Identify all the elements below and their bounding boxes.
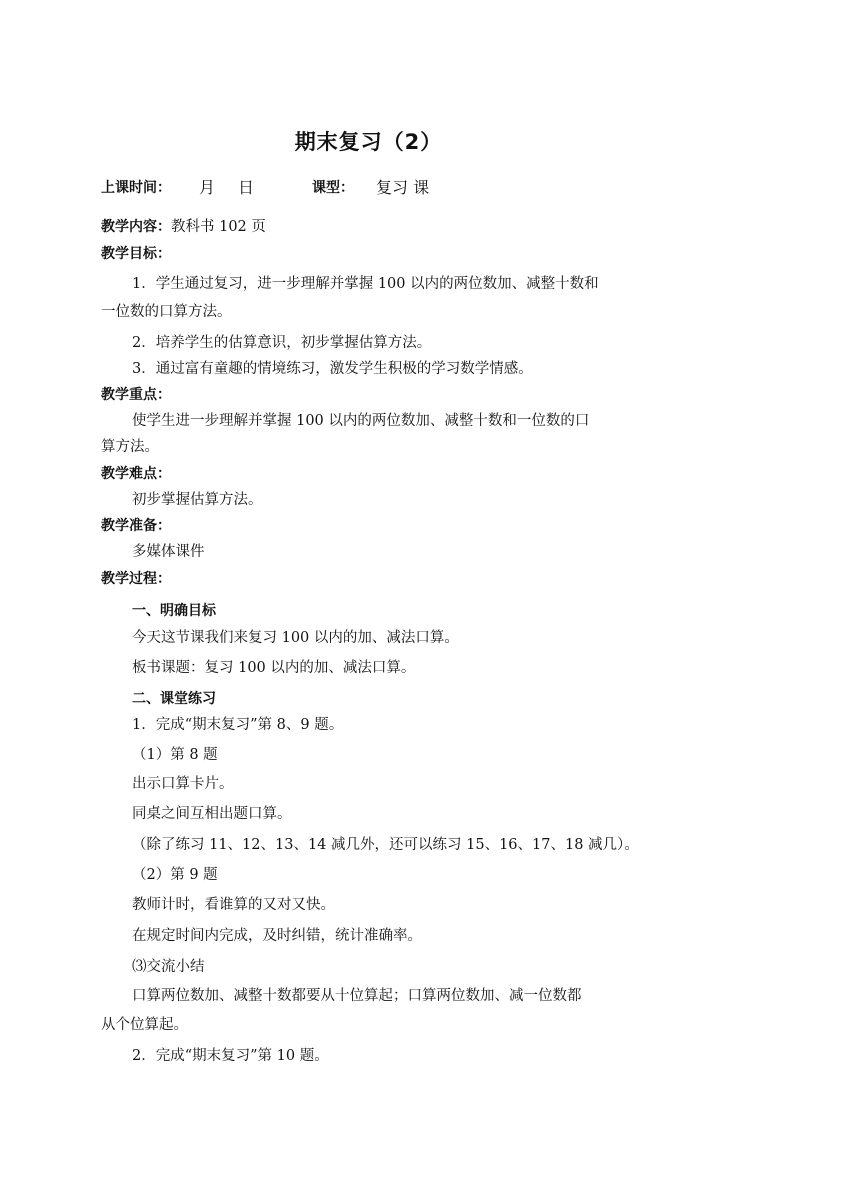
goal-item-1-line-2: 一位数的口算方法。 — [101, 304, 232, 320]
section-2-line-11: 从个位算起。 — [101, 1017, 188, 1033]
section-2-line-12: 2．完成“期末复习”第 10 题。 — [132, 1048, 329, 1064]
section-2-line-9: ⑶交流小结 — [132, 959, 205, 975]
difficulties-heading: 教学难点： — [101, 466, 171, 482]
goals-heading: 教学目标： — [101, 246, 171, 262]
day-label: 日 — [238, 178, 255, 197]
goal-item-1-line-1: 1．学生通过复习，进一步理解并掌握 100 以内的两位数加、减整十数和 — [132, 276, 599, 292]
section-2-line-4: 同桌之间互相出题口算。 — [132, 806, 292, 822]
preparation-heading: 教学准备： — [101, 518, 171, 534]
section-1-line-1: 今天这节课我们来复习 100 以内的加、减法口算。 — [132, 630, 459, 646]
section-2-heading: 二、课堂练习 — [132, 691, 216, 707]
class-time-label: 上课时间： — [101, 180, 171, 196]
teaching-content-value: 教科书 102 页 — [171, 219, 266, 235]
class-type-label: 课型： — [312, 180, 354, 196]
section-2-line-8: 在规定时间内完成，及时纠错，统计准确率。 — [132, 928, 422, 944]
teaching-content-label: 教学内容： — [101, 219, 171, 235]
page-title: 期末复习（2） — [294, 130, 443, 154]
section-2-line-5: （除了练习 11、12、13、14 减几外，还可以练习 15、16、17、18 减几）。 — [132, 837, 639, 853]
difficulties-text: 初步掌握估算方法。 — [132, 492, 263, 508]
class-meta-row — [101, 178, 641, 198]
teaching-content — [101, 217, 266, 237]
key-points-heading: 教学重点： — [101, 387, 171, 403]
key-points-line-1: 使学生进一步理解并掌握 100 以内的两位数加、减整十数和一位数的口 — [132, 413, 590, 429]
class-type-value: 复习 课 — [376, 178, 430, 197]
section-2-line-6: （2）第 9 题 — [132, 867, 218, 883]
goal-item-2: 2．培养学生的估算意识，初步掌握估算方法。 — [132, 335, 432, 351]
section-2-line-2: （1）第 8 题 — [132, 747, 218, 763]
process-heading: 教学过程： — [101, 571, 171, 587]
preparation-text: 多媒体课件 — [132, 544, 205, 560]
section-2-line-7: 教师计时，看谁算的又对又快。 — [132, 897, 335, 913]
section-1-heading: 一、明确目标 — [132, 603, 216, 619]
key-points-line-2: 算方法。 — [101, 439, 159, 455]
month-label: 月 — [199, 178, 216, 197]
section-1-line-2: 板书课题：复习 100 以内的加、减法口算。 — [132, 660, 416, 676]
section-2-line-1: 1．完成“期末复习”第 8、9 题。 — [132, 717, 344, 733]
section-2-line-3: 出示口算卡片。 — [132, 776, 234, 792]
section-2-line-10: 口算两位数加、减整十数都要从十位算起；口算两位数加、减一位数都 — [132, 988, 582, 1004]
goal-item-3: 3．通过富有童趣的情境练习，激发学生积极的学习数学情感。 — [132, 361, 533, 377]
